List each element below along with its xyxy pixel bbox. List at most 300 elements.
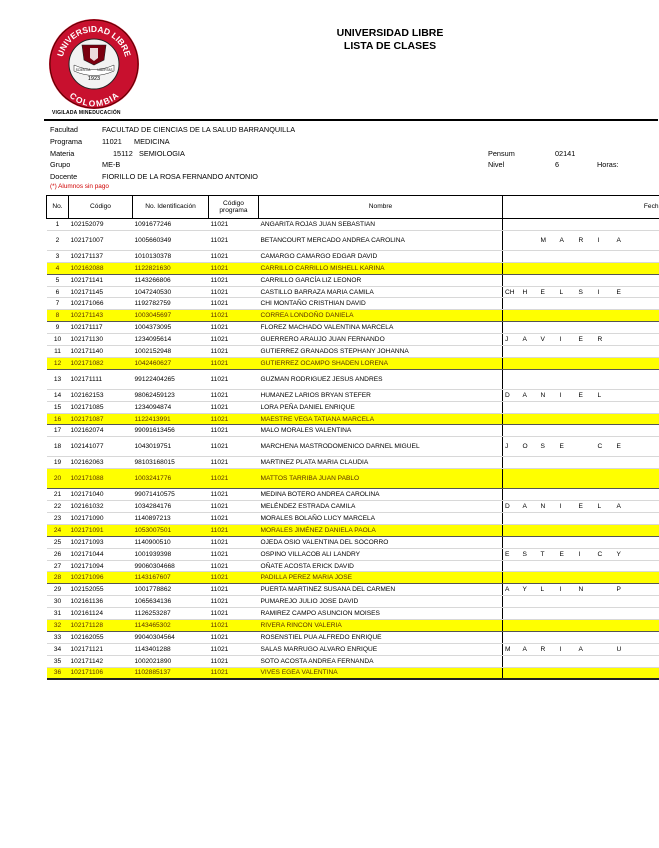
- cell-fecha-mark: [503, 310, 521, 322]
- cell-codigo: 102162153: [69, 389, 133, 401]
- cell-fecha-mark: J: [503, 334, 521, 346]
- cell-fecha-mark: [615, 608, 634, 620]
- cell-fecha-mark: [634, 346, 659, 358]
- cell-fecha-mark: [539, 274, 558, 286]
- cell-codigo-programa: 11021: [209, 425, 259, 437]
- cell-codigo-programa: 11021: [209, 620, 259, 632]
- cell-nombre: CASTILLO BARRAZA MARIA CAMILA: [259, 286, 503, 298]
- cell-fecha-mark: [634, 667, 659, 679]
- cell-fecha-mark: L: [596, 501, 615, 513]
- students-table: [46, 195, 659, 680]
- cell-fecha-mark: [521, 524, 539, 536]
- cell-no: 19: [47, 457, 69, 469]
- facultad-value: FACULTAD DE CIENCIAS DE LA SALUD BARRANQUILLA: [102, 125, 296, 134]
- cell-fecha-mark: N: [539, 389, 558, 401]
- students-table-body: [47, 219, 659, 680]
- cell-no: 5: [47, 274, 69, 286]
- cell-fecha-mark: A: [521, 501, 539, 513]
- cell-fecha-mark: [539, 401, 558, 413]
- cell-fecha-mark: [596, 620, 615, 632]
- cell-fecha-mark: I: [558, 643, 577, 655]
- cell-codigo: 102171082: [69, 357, 133, 369]
- cell-fecha-mark: [634, 230, 659, 250]
- cell-fecha-mark: [634, 334, 659, 346]
- cell-fecha-mark: [596, 469, 615, 489]
- cell-fecha-mark: [558, 457, 577, 469]
- cell-fecha-mark: [577, 310, 596, 322]
- cell-fecha-mark: D: [503, 501, 521, 513]
- cell-nombre: CARRILLO GARCÍA LIZ LEONOR: [259, 274, 503, 286]
- cell-codigo-programa: 11021: [209, 631, 259, 643]
- table-header-row: [47, 196, 659, 219]
- cell-codigo-programa: 11021: [209, 334, 259, 346]
- cell-codigo: 102171128: [69, 620, 133, 632]
- cell-identificacion: 1003241776: [133, 469, 209, 489]
- cell-no: 7: [47, 298, 69, 310]
- cell-nombre: MAESTRE VEGA TATIANA MARCELA: [259, 413, 503, 425]
- cell-fecha-mark: Y: [615, 548, 634, 560]
- col-header-identificacion: No. Identificación: [133, 196, 209, 219]
- cell-fecha-mark: [558, 513, 577, 525]
- cell-fecha-mark: I: [558, 501, 577, 513]
- cell-fecha-mark: [558, 620, 577, 632]
- cell-identificacion: 1047240530: [133, 286, 209, 298]
- docente-label: Docente: [50, 172, 78, 181]
- cell-fecha-mark: [634, 631, 659, 643]
- table-row: [47, 310, 659, 322]
- cell-fecha-mark: R: [577, 230, 596, 250]
- cell-codigo: 102171121: [69, 643, 133, 655]
- cell-nombre: MELÉNDEZ ESTRADA CAMILA: [259, 501, 503, 513]
- cell-fecha-mark: [521, 346, 539, 358]
- col-header-fecha: Fech: [503, 196, 659, 219]
- cell-fecha-mark: [577, 655, 596, 667]
- cell-fecha-mark: [539, 620, 558, 632]
- cell-fecha-mark: [596, 457, 615, 469]
- cell-fecha-mark: [577, 596, 596, 608]
- cell-fecha-mark: [615, 524, 634, 536]
- cell-nombre: LORA PEÑA DANIEL ENRIQUE: [259, 401, 503, 413]
- cell-fecha-mark: [503, 219, 521, 231]
- cell-fecha-mark: [577, 298, 596, 310]
- cell-fecha-mark: U: [615, 643, 634, 655]
- cell-fecha-mark: [596, 513, 615, 525]
- cell-fecha-mark: [539, 489, 558, 501]
- cell-codigo: 102171096: [69, 572, 133, 584]
- cell-fecha-mark: [577, 425, 596, 437]
- table-row: [47, 425, 659, 437]
- table-row: [47, 437, 659, 457]
- cell-fecha-mark: [539, 298, 558, 310]
- cell-codigo-programa: 11021: [209, 536, 259, 548]
- table-row: [47, 536, 659, 548]
- cell-fecha-mark: [615, 620, 634, 632]
- cell-codigo-programa: 11021: [209, 457, 259, 469]
- cell-nombre: VIVES EGEA VALENTINA: [259, 667, 503, 679]
- cell-nombre: ROSENSTIEL PUA ALFREDO ENRIQUE: [259, 631, 503, 643]
- cell-fecha-mark: [558, 572, 577, 584]
- cell-no: 10: [47, 334, 69, 346]
- table-row: [47, 457, 659, 469]
- table-row: [47, 413, 659, 425]
- cell-fecha-mark: [503, 560, 521, 572]
- cell-no: 32: [47, 620, 69, 632]
- cell-no: 15: [47, 401, 69, 413]
- cell-fecha-mark: S: [539, 437, 558, 457]
- cell-fecha-mark: [615, 401, 634, 413]
- logo-top-text: UNIVERSIDAD LIBRE: [54, 24, 134, 58]
- cell-fecha-mark: [634, 322, 659, 334]
- cell-nombre: MARTINEZ PLATA MARIA CLAUDIA: [259, 457, 503, 469]
- cell-fecha-mark: C: [596, 437, 615, 457]
- cell-fecha-mark: N: [539, 501, 558, 513]
- cell-codigo: 102171085: [69, 401, 133, 413]
- cell-fecha-mark: [615, 219, 634, 231]
- cell-fecha-mark: [634, 250, 659, 262]
- cell-fecha-mark: [558, 489, 577, 501]
- cell-fecha-mark: E: [577, 389, 596, 401]
- cell-codigo-programa: 11021: [209, 346, 259, 358]
- table-row: [47, 524, 659, 536]
- cell-nombre: HUMANEZ LARIOS BRYAN STEFER: [259, 389, 503, 401]
- table-row: [47, 262, 659, 274]
- cell-codigo-programa: 11021: [209, 643, 259, 655]
- cell-no: 18: [47, 437, 69, 457]
- cell-fecha-mark: [634, 286, 659, 298]
- cell-fecha-mark: [521, 219, 539, 231]
- cell-no: 2: [47, 230, 69, 250]
- cell-codigo-programa: 11021: [209, 560, 259, 572]
- cell-fecha-mark: [615, 274, 634, 286]
- cell-identificacion: 1234095614: [133, 334, 209, 346]
- cell-fecha-mark: [503, 572, 521, 584]
- cell-codigo: 102171111: [69, 369, 133, 389]
- cell-codigo-programa: 11021: [209, 401, 259, 413]
- cell-fecha-mark: [521, 536, 539, 548]
- cell-fecha-mark: [577, 369, 596, 389]
- cell-identificacion: 1126253287: [133, 608, 209, 620]
- cell-identificacion: 1043019751: [133, 437, 209, 457]
- cell-fecha-mark: [577, 536, 596, 548]
- cell-fecha-mark: [615, 322, 634, 334]
- cell-fecha-mark: [615, 369, 634, 389]
- cell-fecha-mark: [558, 274, 577, 286]
- cell-no: 21: [47, 489, 69, 501]
- cell-no: 29: [47, 584, 69, 596]
- university-name: UNIVERSIDAD LIBRE: [336, 27, 444, 39]
- cell-fecha-mark: [539, 219, 558, 231]
- cell-codigo-programa: 11021: [209, 219, 259, 231]
- cell-nombre: CARRILLO CARRILLO MISHELL KARINA: [259, 262, 503, 274]
- cell-fecha-mark: [558, 262, 577, 274]
- cell-nombre: PADILLA PEREZ MARIA JOSE: [259, 572, 503, 584]
- table-row: [47, 572, 659, 584]
- logo-year: 1923: [87, 76, 101, 82]
- cell-nombre: PUERTA MARTINEZ SUSANA DEL CARMEN: [259, 584, 503, 596]
- cell-codigo-programa: 11021: [209, 357, 259, 369]
- cell-fecha-mark: [503, 524, 521, 536]
- cell-fecha-mark: O: [521, 437, 539, 457]
- cell-no: 11: [47, 346, 69, 358]
- cell-identificacion: 1091677246: [133, 219, 209, 231]
- cell-fecha-mark: [577, 413, 596, 425]
- table-row: [47, 501, 659, 513]
- cell-fecha-mark: E: [577, 334, 596, 346]
- cell-fecha-mark: [503, 322, 521, 334]
- cell-fecha-mark: [558, 425, 577, 437]
- cell-codigo: 102171087: [69, 413, 133, 425]
- cell-fecha-mark: P: [615, 584, 634, 596]
- cell-codigo-programa: 11021: [209, 274, 259, 286]
- cell-fecha-mark: [521, 620, 539, 632]
- cell-no: 16: [47, 413, 69, 425]
- cell-fecha-mark: [577, 274, 596, 286]
- cell-fecha-mark: [503, 608, 521, 620]
- cell-codigo: 102171130: [69, 334, 133, 346]
- cell-fecha-mark: [615, 389, 634, 401]
- cell-fecha-mark: [596, 250, 615, 262]
- cell-fecha-mark: H: [521, 286, 539, 298]
- cell-fecha-mark: [558, 655, 577, 667]
- table-row: [47, 584, 659, 596]
- cell-fecha-mark: L: [539, 584, 558, 596]
- cell-nombre: CHI MONTAÑO CRISTHIAN DAVID: [259, 298, 503, 310]
- cell-fecha-mark: [558, 596, 577, 608]
- table-row: [47, 322, 659, 334]
- cell-fecha-mark: [615, 560, 634, 572]
- cell-fecha-mark: [634, 643, 659, 655]
- cell-fecha-mark: [503, 230, 521, 250]
- cell-no: 27: [47, 560, 69, 572]
- table-row: [47, 357, 659, 369]
- cell-codigo: 102171094: [69, 560, 133, 572]
- cell-fecha-mark: [615, 655, 634, 667]
- cell-fecha-mark: [634, 548, 659, 560]
- cell-fecha-mark: [558, 413, 577, 425]
- cell-fecha-mark: A: [558, 230, 577, 250]
- cell-fecha-mark: [558, 357, 577, 369]
- cell-codigo: 102171141: [69, 274, 133, 286]
- table-row: [47, 346, 659, 358]
- cell-no: 36: [47, 667, 69, 679]
- cell-nombre: MORALES JIMÉNEZ DANIELA PAOLA: [259, 524, 503, 536]
- cell-identificacion: 1005660349: [133, 230, 209, 250]
- cell-fecha-mark: [503, 631, 521, 643]
- pensum-label: Pensum: [488, 149, 515, 158]
- cell-fecha-mark: [634, 560, 659, 572]
- cell-fecha-mark: [521, 230, 539, 250]
- cell-fecha-mark: [634, 536, 659, 548]
- cell-fecha-mark: [539, 322, 558, 334]
- cell-no: 34: [47, 643, 69, 655]
- cell-codigo: 102141077: [69, 437, 133, 457]
- cell-fecha-mark: T: [539, 548, 558, 560]
- cell-no: 23: [47, 513, 69, 525]
- cell-fecha-mark: [521, 608, 539, 620]
- cell-fecha-mark: Y: [521, 584, 539, 596]
- table-row: [47, 643, 659, 655]
- cell-identificacion: 1143266806: [133, 274, 209, 286]
- table-row: [47, 596, 659, 608]
- cell-fecha-mark: [596, 584, 615, 596]
- col-header-codigo: Código: [69, 196, 133, 219]
- cell-identificacion: 99091613456: [133, 425, 209, 437]
- cell-nombre: SALAS MARRUGO ALVARO ENRIQUE: [259, 643, 503, 655]
- cell-fecha-mark: [577, 608, 596, 620]
- cell-identificacion: 99071410575: [133, 489, 209, 501]
- cell-no: 6: [47, 286, 69, 298]
- cell-codigo-programa: 11021: [209, 667, 259, 679]
- cell-no: 8: [47, 310, 69, 322]
- cell-codigo: 102171040: [69, 489, 133, 501]
- cell-fecha-mark: [634, 389, 659, 401]
- cell-fecha-mark: [577, 524, 596, 536]
- cell-codigo-programa: 11021: [209, 584, 259, 596]
- materia-name: SEMIOLOGIA: [139, 149, 185, 158]
- cell-nombre: SOTO ACOSTA ANDREA FERNANDA: [259, 655, 503, 667]
- cell-fecha-mark: [596, 631, 615, 643]
- table-row: [47, 401, 659, 413]
- cell-fecha-mark: CH: [503, 286, 521, 298]
- cell-fecha-mark: [503, 667, 521, 679]
- programa-code: 11021: [102, 137, 122, 146]
- cell-identificacion: 1143401288: [133, 643, 209, 655]
- cell-fecha-mark: [521, 274, 539, 286]
- cell-fecha-mark: [558, 524, 577, 536]
- cell-fecha-mark: R: [596, 334, 615, 346]
- cell-fecha-mark: [634, 655, 659, 667]
- cell-fecha-mark: [539, 413, 558, 425]
- cell-fecha-mark: N: [577, 584, 596, 596]
- programa-name: MEDICINA: [134, 137, 170, 146]
- cell-identificacion: 1234094874: [133, 401, 209, 413]
- cell-identificacion: 1001939398: [133, 548, 209, 560]
- cell-fecha-mark: [634, 357, 659, 369]
- programa-label: Programa: [50, 137, 83, 146]
- cell-codigo: 102171007: [69, 230, 133, 250]
- cell-identificacion: 1053007501: [133, 524, 209, 536]
- cell-fecha-mark: [634, 584, 659, 596]
- cell-fecha-mark: [634, 437, 659, 457]
- cell-fecha-mark: S: [577, 286, 596, 298]
- logo-ribbon-right: LIBERTAS: [97, 68, 113, 72]
- cell-identificacion: 1001778862: [133, 584, 209, 596]
- cell-fecha-mark: [521, 489, 539, 501]
- document-title: LISTA DE CLASES: [343, 40, 437, 52]
- cell-fecha-mark: [521, 369, 539, 389]
- cell-fecha-mark: [521, 298, 539, 310]
- table-row: [47, 631, 659, 643]
- cell-fecha-mark: [615, 596, 634, 608]
- cell-fecha-mark: [503, 298, 521, 310]
- cell-fecha-mark: [596, 310, 615, 322]
- cell-codigo-programa: 11021: [209, 230, 259, 250]
- cell-fecha-mark: [521, 413, 539, 425]
- cell-no: 22: [47, 501, 69, 513]
- cell-codigo: 102162088: [69, 262, 133, 274]
- cell-fecha-mark: [577, 457, 596, 469]
- table-row: [47, 620, 659, 632]
- cell-fecha-mark: [539, 357, 558, 369]
- cell-fecha-mark: [596, 298, 615, 310]
- cell-nombre: GUZMAN RODRIGUEZ JESUS ANDRES: [259, 369, 503, 389]
- cell-no: 33: [47, 631, 69, 643]
- cell-identificacion: 1140897213: [133, 513, 209, 525]
- vigilada-mineducacion-label: VIGILADA MINEDUCACIÓN: [52, 110, 121, 116]
- cell-fecha-mark: [634, 425, 659, 437]
- grupo-value: ME-B: [102, 160, 121, 169]
- cell-fecha-mark: A: [503, 584, 521, 596]
- cell-fecha-mark: [596, 608, 615, 620]
- cell-fecha-mark: [521, 310, 539, 322]
- cell-codigo-programa: 11021: [209, 501, 259, 513]
- cell-fecha-mark: [558, 469, 577, 489]
- grupo-label: Grupo: [50, 160, 71, 169]
- cell-codigo-programa: 11021: [209, 369, 259, 389]
- cell-identificacion: 98103168015: [133, 457, 209, 469]
- cell-codigo: 102161136: [69, 596, 133, 608]
- cell-fecha-mark: [634, 219, 659, 231]
- cell-fecha-mark: [521, 631, 539, 643]
- cell-fecha-mark: [503, 425, 521, 437]
- cell-fecha-mark: [615, 310, 634, 322]
- cell-fecha-mark: I: [558, 584, 577, 596]
- cell-codigo-programa: 11021: [209, 608, 259, 620]
- cell-codigo-programa: 11021: [209, 286, 259, 298]
- cell-fecha-mark: [539, 346, 558, 358]
- col-header-codigo-programa-line1: Código: [223, 199, 244, 207]
- cell-fecha-mark: [558, 369, 577, 389]
- cell-no: 30: [47, 596, 69, 608]
- pensum-value: 02141: [555, 149, 576, 158]
- cell-fecha-mark: [634, 413, 659, 425]
- cell-nombre: GUTIERREZ OCAMPO SHADEN LORENA: [259, 357, 503, 369]
- cell-fecha-mark: [615, 250, 634, 262]
- cell-fecha-mark: A: [615, 230, 634, 250]
- cell-fecha-mark: [521, 572, 539, 584]
- cell-identificacion: 1010130378: [133, 250, 209, 262]
- cell-fecha-mark: E: [558, 437, 577, 457]
- cell-fecha-mark: [539, 655, 558, 667]
- table-row: [47, 389, 659, 401]
- cell-nombre: OSPINO VILLACOB ALI LANDRY: [259, 548, 503, 560]
- cell-nombre: OJEDA OSIO VALENTINA DEL SOCORRO: [259, 536, 503, 548]
- cell-identificacion: 1004373095: [133, 322, 209, 334]
- cell-fecha-mark: [596, 274, 615, 286]
- cell-fecha-mark: [503, 620, 521, 632]
- cell-fecha-mark: [615, 667, 634, 679]
- cell-fecha-mark: [539, 631, 558, 643]
- cell-codigo-programa: 11021: [209, 513, 259, 525]
- cell-fecha-mark: E: [577, 501, 596, 513]
- cell-fecha-mark: [634, 524, 659, 536]
- cell-fecha-mark: [539, 596, 558, 608]
- cell-codigo: 102171140: [69, 346, 133, 358]
- cell-codigo-programa: 11021: [209, 322, 259, 334]
- cell-fecha-mark: [634, 608, 659, 620]
- cell-fecha-mark: [634, 298, 659, 310]
- cell-fecha-mark: [503, 346, 521, 358]
- cell-fecha-mark: [596, 401, 615, 413]
- cell-codigo-programa: 11021: [209, 596, 259, 608]
- cell-codigo-programa: 11021: [209, 437, 259, 457]
- cell-codigo: 102171106: [69, 667, 133, 679]
- cell-fecha-mark: [596, 536, 615, 548]
- cell-fecha-mark: V: [539, 334, 558, 346]
- cell-codigo: 102161032: [69, 501, 133, 513]
- cell-nombre: ANGARITA ROJAS JUAN SEBASTIAN: [259, 219, 503, 231]
- cell-fecha-mark: [634, 310, 659, 322]
